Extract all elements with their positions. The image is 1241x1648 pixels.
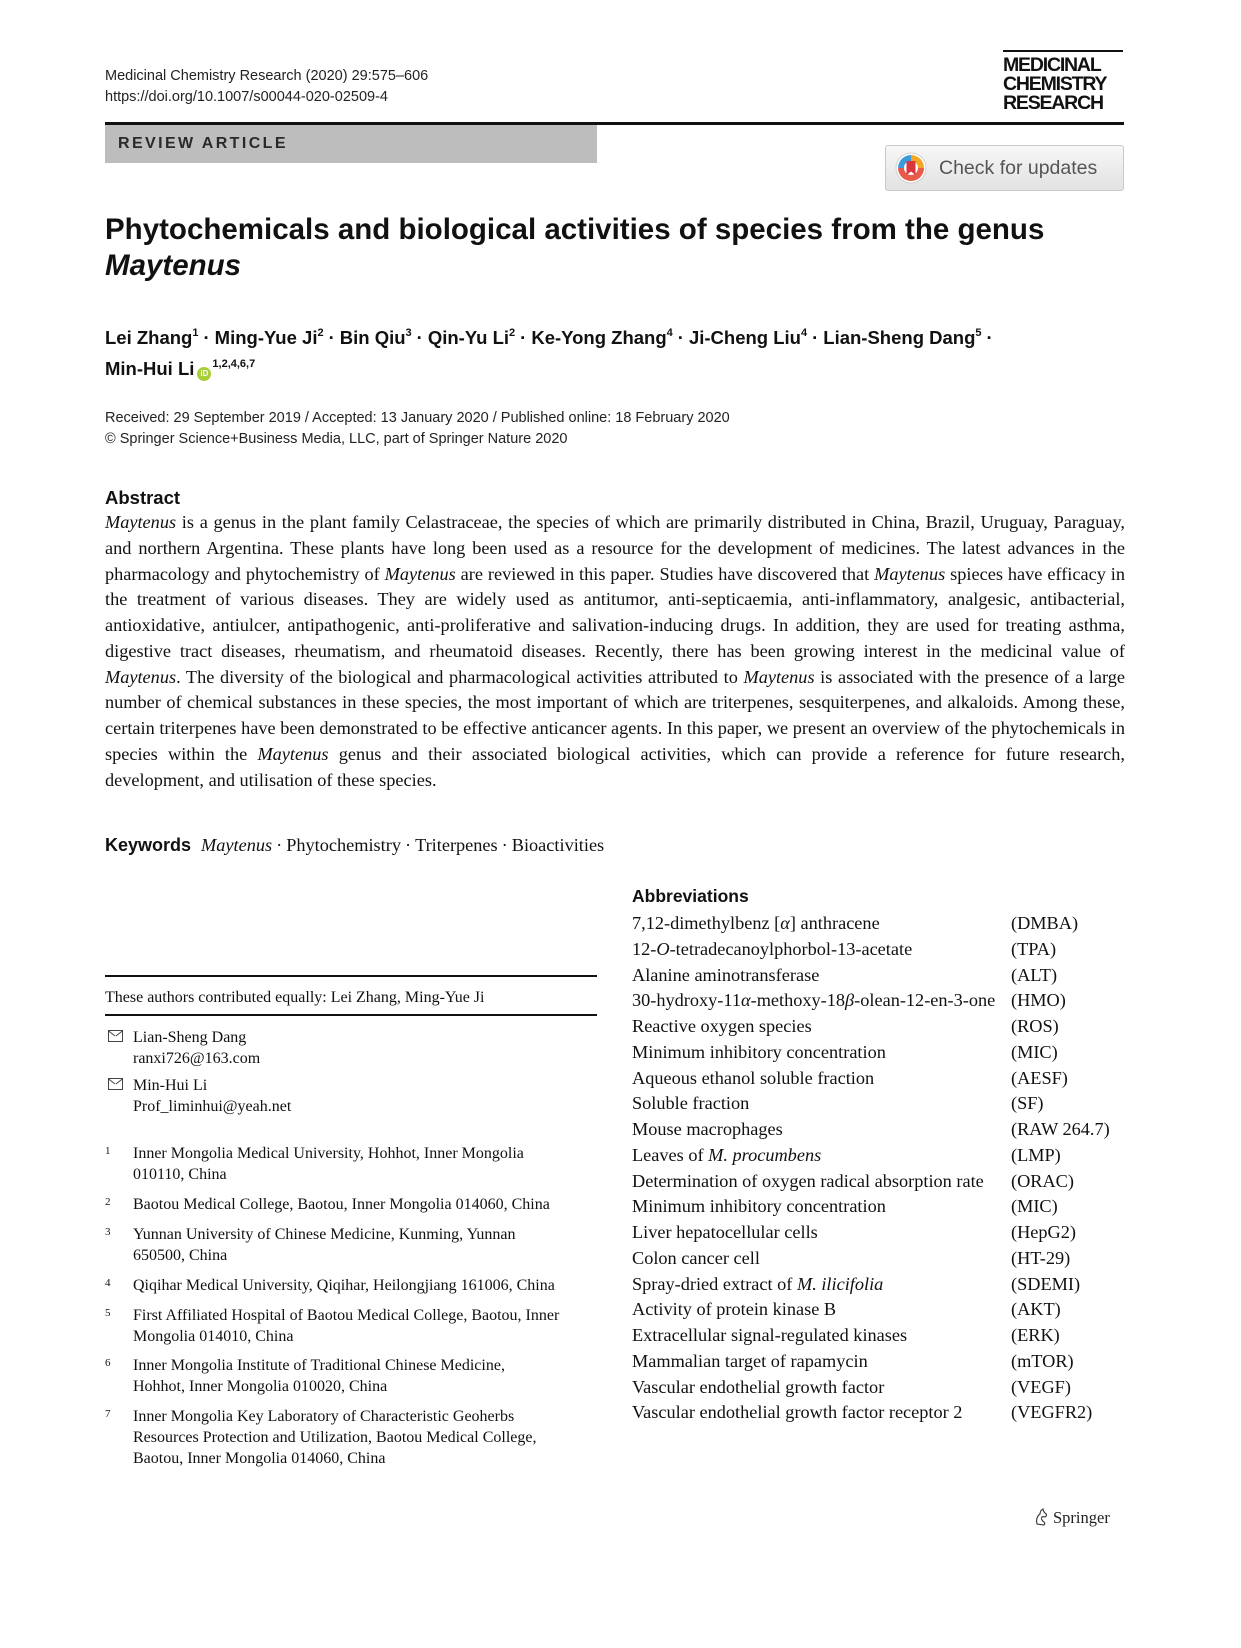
- envelope-icon: [108, 1030, 123, 1042]
- abbreviation-code: (AESF): [1011, 1067, 1068, 1088]
- abbreviation-term-text: α: [780, 913, 790, 933]
- abbreviation-code: (HT-29): [1011, 1247, 1071, 1268]
- abbreviation-term-text: Determination of oxygen radical absorption rate: [632, 1170, 984, 1191]
- abstract-text: Maytenus: [743, 666, 815, 687]
- affiliation-number: 3: [105, 1226, 111, 1238]
- abbreviation-code: (MIC): [1011, 1041, 1058, 1062]
- abbreviation-term-text: 30-hydroxy-11: [632, 990, 741, 1011]
- footnote-rule: [105, 975, 597, 977]
- keyword-list: [201, 835, 604, 855]
- abbreviation-term: [632, 1375, 1011, 1401]
- footnote-rule: [105, 1014, 597, 1016]
- abbreviation-term-text: Liver hepatocellular cells: [632, 1222, 818, 1242]
- keyword: Bioactivities: [511, 835, 605, 855]
- abbreviation-row: [632, 1375, 1132, 1401]
- copyright: © Springer Science+Business Media, LLC, part of Springer Nature 2020: [105, 431, 568, 447]
- affiliation-text: Yunnan University of Chinese Medicine, Kunming, Yunnan: [133, 1226, 516, 1243]
- abbreviation-term-text: Mammalian target of rapamycin: [632, 1350, 868, 1371]
- abbreviations-table: [632, 911, 1132, 1426]
- doi-link[interactable]: https://doi.org/10.1007/s00044-020-02509-4: [105, 89, 388, 105]
- abbreviation-term-text: Extracellular signal-regulated kinases: [632, 1325, 908, 1345]
- abbreviation-row: [632, 1117, 1132, 1143]
- abbreviation-code: (MIC): [1011, 1196, 1058, 1217]
- journal-logo-line: CHEMISTRY: [1003, 73, 1107, 95]
- abstract-text: is associated with the presence of a large number of chemical substances in these species, the most important of which are triterpenes, sesquiterpenes, and alkaloids. Among these, certain triterpenes have been demonstrated to be effective anticancer agents. In this paper, we present an overview of the phytochemicals in species within the: [105, 666, 1126, 764]
- affiliation-text: 650500, China: [133, 1247, 228, 1264]
- abbreviation-term: [632, 1014, 1011, 1040]
- abbreviation-row: [632, 1143, 1132, 1169]
- author-name[interactable]: Lian-Sheng Dang$^5$: [823, 327, 982, 348]
- abstract-body: [105, 510, 1125, 793]
- abbreviation-term-text: Alanine aminotransferase: [632, 964, 820, 985]
- affiliation: [105, 1194, 597, 1215]
- affiliation-number: 2: [105, 1196, 111, 1208]
- affiliation: [105, 1305, 597, 1347]
- abstract-text: Maytenus: [105, 666, 177, 687]
- equal-contribution-note: These authors contributed equally: Lei Zhang, Ming-Yue Ji: [105, 989, 485, 1006]
- abbreviation-term-text: O: [656, 938, 670, 959]
- affiliation-text: Hohhot, Inner Mongolia 010020, China: [133, 1378, 388, 1395]
- abbreviation-term-text: Reactive oxygen species: [632, 1016, 812, 1036]
- abbreviation-term: [632, 988, 1011, 1014]
- abbreviation-term: [632, 1194, 1011, 1220]
- abbreviation-term-text: Minimum inhibitory concentration: [632, 1196, 886, 1217]
- abbreviation-code: (mTOR): [1011, 1350, 1074, 1371]
- affiliation-text: Baotou Medical College, Baotou, Inner Mongolia 014060, China: [133, 1196, 550, 1213]
- abbreviation-code: (ERK): [1011, 1325, 1060, 1345]
- abbreviation-term: [632, 937, 1011, 963]
- abbreviations-heading: Abbreviations: [632, 886, 749, 906]
- abbreviation-term: [632, 1400, 1011, 1426]
- abbreviation-term-text: Mouse macrophages: [632, 1119, 783, 1139]
- correspondent-name: Min-Hui Li: [133, 1077, 208, 1094]
- abbreviation-row: [632, 1040, 1132, 1066]
- abbreviation-term-text: Vascular endothelial growth factor receptor 2: [632, 1402, 963, 1423]
- author-name[interactable]: Bin Qiu$^3$: [339, 327, 412, 348]
- abbreviation-term: [632, 963, 1011, 989]
- affiliation-text: Qiqihar Medical University, Qiqihar, Heilongjiang 161006, China: [133, 1277, 555, 1294]
- keyword: Maytenus: [201, 835, 273, 855]
- affiliation: [105, 1143, 597, 1185]
- abstract-text: Maytenus: [105, 512, 177, 532]
- abbreviation-term-text: Aqueous ethanol soluble fraction: [632, 1067, 875, 1088]
- abbreviation-term-text: M. ilicifolia: [796, 1273, 884, 1294]
- keyword: Phytochemistry: [286, 835, 401, 855]
- abbreviation-row: [632, 1066, 1132, 1092]
- abbreviation-code: (TPA): [1011, 938, 1057, 959]
- abbreviation-term-text: M. procumbens: [708, 1144, 822, 1165]
- article-type-banner: REVIEW ARTICLE: [105, 125, 597, 163]
- journal-citation: Medicinal Chemistry Research (2020) 29:575–606: [105, 68, 429, 84]
- affiliation-text: First Affiliated Hospital of Baotou Medical College, Baotou, Inner: [133, 1307, 560, 1324]
- correspondent-name: Lian-Sheng Dang: [133, 1029, 247, 1046]
- abbreviation-row: [632, 1194, 1132, 1220]
- keyword-separator: ·: [276, 835, 283, 855]
- abbreviation-term: [632, 1066, 1011, 1092]
- affiliation: [105, 1406, 597, 1469]
- abbreviation-code: (SF): [1011, 1093, 1044, 1114]
- correspondent-email[interactable]: ranxi726@163.com: [133, 1050, 261, 1067]
- abbreviation-row: [632, 1220, 1132, 1246]
- abbreviation-term-text: Activity of protein kinase B: [632, 1299, 837, 1320]
- affiliation-number: 7: [105, 1408, 111, 1420]
- abbreviation-term-text: Colon cancer cell: [632, 1247, 760, 1268]
- abstract-heading: Abstract: [105, 487, 181, 508]
- abbreviation-row: [632, 937, 1132, 963]
- affiliation: [105, 1275, 597, 1296]
- affiliation-text: Mongolia 014010, China: [133, 1328, 294, 1345]
- publisher-logo: [1033, 1508, 1110, 1528]
- correspondence-entry: [105, 1075, 291, 1117]
- abbreviation-term-text: β: [845, 990, 855, 1011]
- abstract-text: are reviewed in this paper. Studies have discovered that: [455, 563, 875, 584]
- correspondent-email[interactable]: Prof_liminhui@yeah.net: [133, 1098, 292, 1115]
- springer-horse-icon: [1033, 1508, 1049, 1526]
- author-name[interactable]: Ming-Yue Ji$^2$: [214, 327, 324, 348]
- abstract-text: Maytenus: [257, 743, 329, 764]
- abstract-text: Maytenus: [384, 563, 456, 584]
- affiliation: [105, 1355, 597, 1397]
- author-name[interactable]: Ji-Cheng Liu$^4$: [688, 327, 808, 348]
- crossmark-icon: [895, 152, 927, 184]
- abbreviation-code: (HepG2): [1011, 1222, 1076, 1242]
- author-name[interactable]: Ke-Yong Zhang$^4$: [531, 327, 673, 348]
- abbreviation-term-text: α: [741, 990, 751, 1011]
- abbreviation-term-text: Leaves of: [632, 1144, 709, 1165]
- abbreviation-term-text: Soluble fraction: [632, 1093, 750, 1114]
- affiliation-text: Baotou, Inner Mongolia 014060, China: [133, 1450, 386, 1467]
- abbreviation-row: [632, 1272, 1132, 1298]
- abbreviation-code: (HMO): [1011, 990, 1066, 1011]
- affiliation-text: Inner Mongolia Medical University, Hohhot, Inner Mongolia: [133, 1145, 524, 1162]
- abbreviation-term: [632, 1040, 1011, 1066]
- abbreviation-row: [632, 1323, 1132, 1349]
- journal-logo: [1003, 50, 1123, 113]
- abbreviation-code: (VEGF): [1011, 1376, 1071, 1397]
- publication-dates: [105, 408, 730, 450]
- abstract-text: is a genus in the plant family Celastraceae, the species of which are primarily distributed in China, Brazil, Uruguay, Paraguay, and northern Argentina. These plants have long been used as a resource for the development of medicines. The latest advances in the pharmacology and phytochemistry of: [105, 512, 1125, 584]
- abstract-text: genus and their associated biological activities, which can provide a reference for future research, development, and utilisation of these species.: [105, 743, 1125, 790]
- abbreviation-row: [632, 1014, 1132, 1040]
- affiliation-number: 5: [105, 1307, 111, 1319]
- abbreviation-code: (AKT): [1011, 1299, 1061, 1320]
- abbreviation-term-text: Vascular endothelial growth factor: [632, 1376, 885, 1397]
- orcid-icon[interactable]: iD: [197, 367, 211, 381]
- journal-info: [105, 66, 428, 108]
- abbreviation-code: (LMP): [1011, 1144, 1061, 1165]
- correspondence-entry: [105, 1027, 260, 1069]
- journal-logo-line: MEDICINAL: [1003, 54, 1101, 76]
- envelope-icon: [108, 1078, 123, 1090]
- abbreviation-term: [632, 1143, 1011, 1169]
- title-line: Phytochemicals and biological activities of species from the genus: [105, 213, 1045, 246]
- article-title: [105, 212, 1125, 284]
- abbreviation-term: [632, 1220, 1011, 1246]
- abbreviation-row: [632, 1400, 1132, 1426]
- abbreviation-row: [632, 1349, 1132, 1375]
- abstract-text: . The diversity of the biological and pharmacological activities attributed to: [176, 666, 744, 687]
- abbreviation-term: [632, 1091, 1011, 1117]
- abbreviation-term-text: Minimum inhibitory concentration: [632, 1041, 886, 1062]
- author-name[interactable]: Lei Zhang$^1$: [105, 327, 199, 348]
- abbreviation-code: (ALT): [1011, 964, 1058, 985]
- abbreviation-term-text: -olean-12-en-3-one: [854, 990, 996, 1011]
- abbreviation-term: [632, 1117, 1011, 1143]
- abbreviation-term-text: Spray-dried extract of: [632, 1273, 797, 1294]
- affiliation-text: Inner Mongolia Key Laboratory of Characteristic Geoherbs: [133, 1408, 515, 1425]
- abbreviation-row: [632, 988, 1132, 1014]
- abstract-text: spieces have efficacy in the treatment of various diseases. They are widely used as antitumor, anti-septicaemia, anti-inflammatory, analgesic, antibacterial, antioxidative, antiulcer, antipathogenic, anti-proliferative and salivation-inducing drugs. In addition, they are used for treating asthma, digestive tract diseases, rheumatism, and rheumatoid diseases. Recently, there has been growing interest in the medicinal value of: [105, 563, 1125, 661]
- publisher-name: Springer: [1053, 1508, 1110, 1527]
- abbreviation-code: (ORAC): [1011, 1170, 1074, 1191]
- keyword: Triterpenes: [415, 835, 498, 855]
- check-for-updates-button[interactable]: [885, 145, 1124, 191]
- abbreviation-code: (SDEMI): [1011, 1273, 1081, 1294]
- affiliation-text: Resources Protection and Utilization, Baotou Medical College,: [133, 1429, 537, 1446]
- abbreviation-term: [632, 1169, 1011, 1195]
- abbreviation-row: [632, 1169, 1132, 1195]
- affiliation-number: 4: [105, 1277, 111, 1289]
- abbreviation-term: [632, 1323, 1011, 1349]
- author-list: Lei Zhang$^1$ · Ming-Yue $Ji^2$ · Bin Qiu$^3$ · Qin-Yu $Li^2$ · Ke-Yong Zhang$^4$ · Ji-Cheng Liu$^4$ · Lian-Sheng Dang$^5$ · Min-Hui Li iD$^{1,2,4,6,7}$: [105, 327, 993, 379]
- keyword-separator: ·: [404, 835, 412, 855]
- abbreviation-row: [632, 1091, 1132, 1117]
- keywords-label: Keywords: [105, 835, 192, 855]
- abbreviation-term-text: 12-: [632, 938, 657, 959]
- abbreviation-term-text: ] anthracene: [789, 913, 880, 933]
- abbreviation-code: (DMBA): [1011, 913, 1079, 933]
- abstract-text: Maytenus: [874, 563, 946, 584]
- keywords: [105, 835, 604, 856]
- abbreviation-term-text: -tetradecanoylphorbol-13-acetate: [669, 938, 913, 959]
- title-genus: Maytenus: [105, 249, 242, 282]
- author-name[interactable]: Min-Hui Li iD$^{1,2,4,6,7}$: [105, 358, 256, 379]
- abbreviation-row: [632, 1246, 1132, 1272]
- abbreviation-term: [632, 911, 1011, 937]
- abbreviation-row: [632, 1297, 1132, 1323]
- author-name[interactable]: Qin-Yu Li$^2$: [427, 327, 516, 348]
- keyword-separator: ·: [501, 835, 508, 855]
- journal-logo-line: RESEARCH: [1003, 92, 1103, 114]
- abbreviation-term: [632, 1246, 1011, 1272]
- check-for-updates-label: Check for updates: [939, 157, 1098, 179]
- abbreviation-term-text: 7,12-dimethylbenz [: [632, 913, 781, 933]
- abbreviation-term: [632, 1297, 1011, 1323]
- abbreviation-row: [632, 911, 1132, 937]
- abbreviation-term: [632, 1272, 1011, 1298]
- abbreviation-term: [632, 1349, 1011, 1375]
- affiliation-number: 6: [105, 1357, 111, 1369]
- affiliation-text: 010110, China: [133, 1166, 227, 1183]
- abbreviation-row: [632, 963, 1132, 989]
- history-dates: Received: 29 September 2019 / Accepted: 13 January 2020 / Published online: 18 February 2020: [105, 410, 730, 426]
- abbreviation-code: (VEGFR2): [1011, 1402, 1093, 1423]
- affiliation: [105, 1224, 597, 1266]
- abbreviation-term-text: -methoxy-18: [750, 990, 846, 1011]
- abbreviation-code: (ROS): [1011, 1016, 1059, 1036]
- affiliation-number: 1: [105, 1145, 111, 1157]
- affiliation-text: Inner Mongolia Institute of Traditional Chinese Medicine,: [133, 1357, 505, 1374]
- abbreviation-code: (RAW 264.7): [1011, 1119, 1110, 1139]
